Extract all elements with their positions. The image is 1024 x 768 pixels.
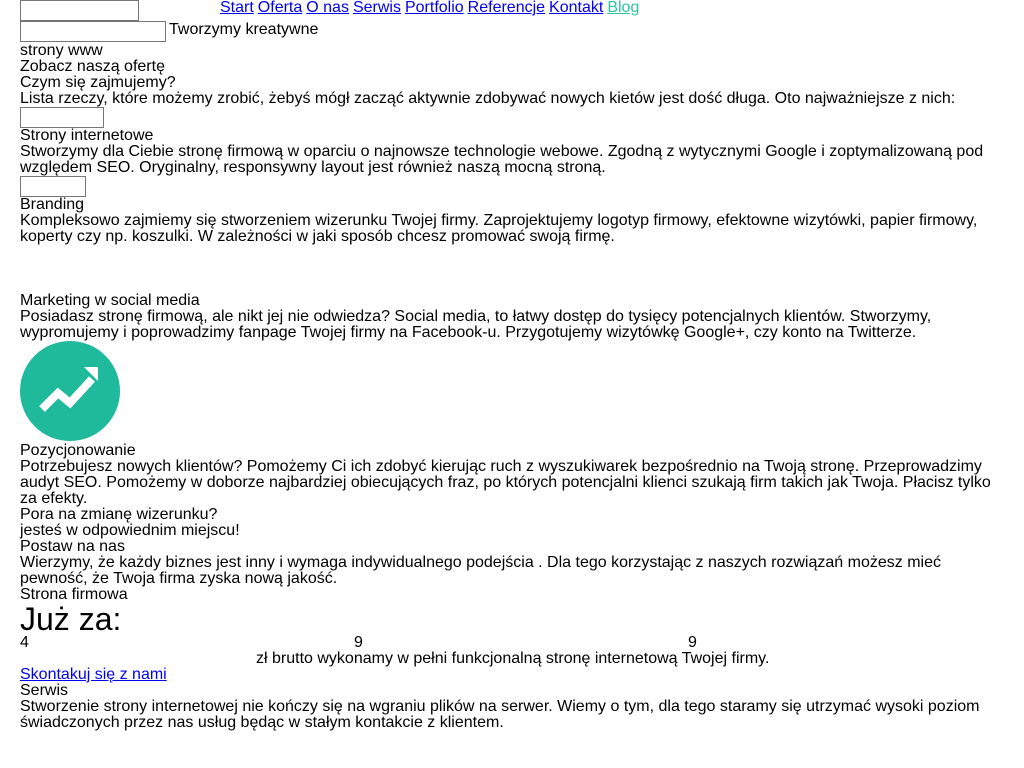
nav-o-nas[interactable]: O nas <box>306 0 349 16</box>
bet-text: Wierzymy, że każdy biznes jest inny i wymaga indywidualnego podejścia . Dla tego korzystając z naszych rozwiązań możesz mieć pewność, że Twoja firma zyska nową jakość. <box>20 554 941 587</box>
intro-text: Lista rzeczy, które możemy zrobić, żebyś mógł zacząć aktywnie zdobywać nowych kietów jest dość długa. Oto najważniejsze z nich: <box>20 90 956 107</box>
nav-portfolio[interactable]: Portfolio <box>404 0 464 16</box>
contact-link[interactable]: Skontakuj się z nami <box>20 666 167 683</box>
service-title-seo: Pozycjonowanie <box>20 442 136 459</box>
hero-image-placeholder <box>20 21 166 42</box>
nav-referencje[interactable]: Referencje <box>467 0 546 16</box>
trending-up-icon <box>20 341 120 441</box>
price-digit-1: 4 <box>20 634 29 651</box>
service-web-icon-placeholder <box>20 107 104 128</box>
serwis-heading: Serwis <box>20 682 69 699</box>
main-nav <box>220 0 643 16</box>
service-text-branding: Kompleksowo zajmiemy się stworzeniem wizerunku Twojej firmy. Zaprojektujemy logotyp firmowy, efektowne wizytówki, papier firmowy, koperty czy np. koszulki. W zależności w jaki sposób chcesz promować swoją firmę. <box>20 212 978 245</box>
change-line2: jesteś w odpowiednim miejscu! <box>20 522 240 539</box>
price-digit-3: 9 <box>688 634 697 651</box>
offer-text: zł brutto wykonamy w pełni funkcjonalną stronę internetową Twojej firmy. <box>256 650 770 667</box>
change-line1: Pora na zmianę wizerunku? <box>20 506 218 523</box>
service-title-social: Marketing w social media <box>20 292 200 309</box>
bet-heading: Postaw na nas <box>20 538 125 555</box>
serwis-text: Stworzenie strony internetowej nie kończy się na wgraniu plików na serwer. Wiemy o tym, dla tego staramy się utrzymać wysoki poziom świadczonych przez nas usług będąc w stałym kontakcie z klientem. <box>20 698 980 731</box>
price-digit-2: 9 <box>354 634 363 651</box>
nav-start[interactable]: Start <box>220 0 254 16</box>
hero-heading-line2: strony www <box>20 42 103 59</box>
offer-name: Strona firmowa <box>20 586 128 603</box>
nav-oferta[interactable]: Oferta <box>257 0 303 16</box>
logo-image-placeholder <box>20 0 139 21</box>
intro-heading: Czym się zajmujemy? <box>20 74 176 91</box>
service-branding-icon-placeholder <box>20 176 86 197</box>
nav-blog[interactable]: Blog <box>607 0 640 16</box>
offer-from-label: Już za: <box>20 601 122 637</box>
hero-heading-line1: Tworzymy kreatywne <box>169 21 319 38</box>
nav-kontakt[interactable]: Kontakt <box>549 0 604 16</box>
hero-cta[interactable]: Zobacz naszą ofertę <box>20 58 165 75</box>
service-text-seo: Potrzebujesz nowych klientów? Pomożemy Ci ich zdobyć kierując ruch z wyszukiwarek bezpośrednio na Twoją stronę. Przeprowadzimy audyt SEO. Pomożemy w doborze najbardziej obiecujących fraz, po których potencjalni klienci szukają firm takich jak Twoja. Płacisz tylko za efekty. <box>20 458 991 507</box>
service-text-social: Posiadasz stronę firmową, ale nikt jej nie odwiedza? Social media, to łatwy dostęp do tysięcy potencjalnych klientów. Stworzymy, wypromujemy i poprowadzimy fanpage Twojej firmy na Facebook-u. Przygotujemy wizytówkę Google+, czy konto na Twitterze. <box>20 308 932 341</box>
service-title-branding: Branding <box>20 196 85 213</box>
nav-serwis[interactable]: Serwis <box>352 0 401 16</box>
service-title-web: Strony internetowe <box>20 127 154 144</box>
service-text-web: Stworzymy dla Ciebie stronę firmową w oparciu o najnowsze technologie webowe. Zgodną z wytycznymi Google i zoptymalizowaną pod względem SEO. Oryginalny, responsywny layout jest również naszą mocną stroną. <box>20 143 984 176</box>
